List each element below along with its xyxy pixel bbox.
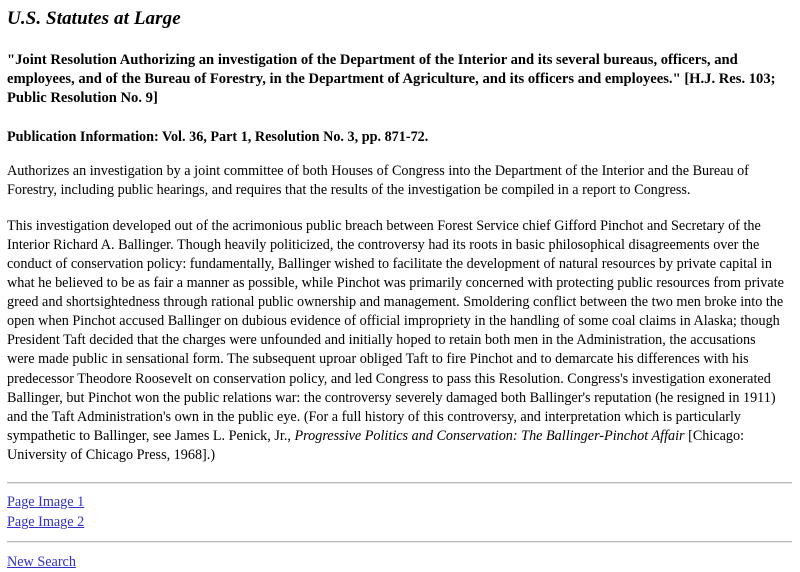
divider-above-page-images [7, 482, 792, 484]
divider-above-new-search [7, 541, 792, 543]
page-image-1-link[interactable]: Page Image 1 [7, 494, 85, 511]
document-note-text-before-citation: This investigation developed out of the acrimonious public breach between Forest Service chief Gifford Pinchot and Secretary of the Interior Richard A. Ballinger. Though heavily politicized, the controversy had its roots in basic philosophical disagreements over the conduct of conservation policy: fundamentally, Ballinger wished to facilitate the development of natural resources by private capital in what he believed to be as fair a manner as possible, while Pinchot was primarily concerned with protecting public resources from private greed and shortsightedness through rational public ownership and management. Smoldering conflict between the two men broke into the open when Pinchot accused Ballinger on dubious evidence of official impropriety in the handling of some coal claims in Alaska; though President Taft decided that the charges were unfounded and initially hoped to retain both men in the Administration, the accusations were made public in sensational form. The subsequent uproar obliged Taft to fire Pinchot and to demarcate his differences with his predecessor Theodore Roosevelt on conservation policy, and led Congress to pass this Resolution. Congress's investigation exonerated Ballinger, but Pinchot won the public relations war: the controversy severely damaged both Ballinger's reputation (he resigned in 1911) and the Taft Administration's own in the public eye. (For a full history of this controversy, and interpretation which is particularly sympathetic to Ballinger, see James L. Penick, Jr., [7, 217, 784, 444]
publication-information: Publication Information: Vol. 36, Part 1, Resolution No. 3, pp. 871-72. [7, 128, 429, 145]
page-image-links [7, 492, 792, 532]
page-image-2-link[interactable]: Page Image 2 [7, 514, 85, 531]
page-image-2-row [7, 512, 792, 532]
site-title: U.S. Statutes at Large [7, 8, 181, 29]
new-search-links [7, 552, 792, 572]
document-note [7, 217, 792, 465]
document-note-text-after-citation: [Chicago: University of Chicago Press, 1968].) [7, 427, 745, 463]
horizontal-rule [7, 482, 792, 484]
page-image-1-row [7, 492, 792, 512]
new-search-link[interactable]: New Search [7, 554, 76, 571]
document-abstract: Authorizes an investigation by a joint committee of both Houses of Congress into the Department of the Interior and the Bureau of Forestry, including public hearings, and requires that the results of the investigation be compiled in a report to Congress. [7, 163, 749, 198]
document-title: "Joint Resolution Authorizing an investigation of the Department of the Interior and its several bureaus, officers, and employees, and of the Bureau of Forestry, in the Department of Agriculture, and its officers and employees." [H.J. Res. 103; Public Resolution No. 9] [7, 51, 776, 107]
new-search-row [7, 552, 792, 572]
citation-title: Progressive Politics and Conservation: The Ballinger-Pinchot Affair [294, 427, 685, 444]
horizontal-rule [7, 541, 792, 543]
